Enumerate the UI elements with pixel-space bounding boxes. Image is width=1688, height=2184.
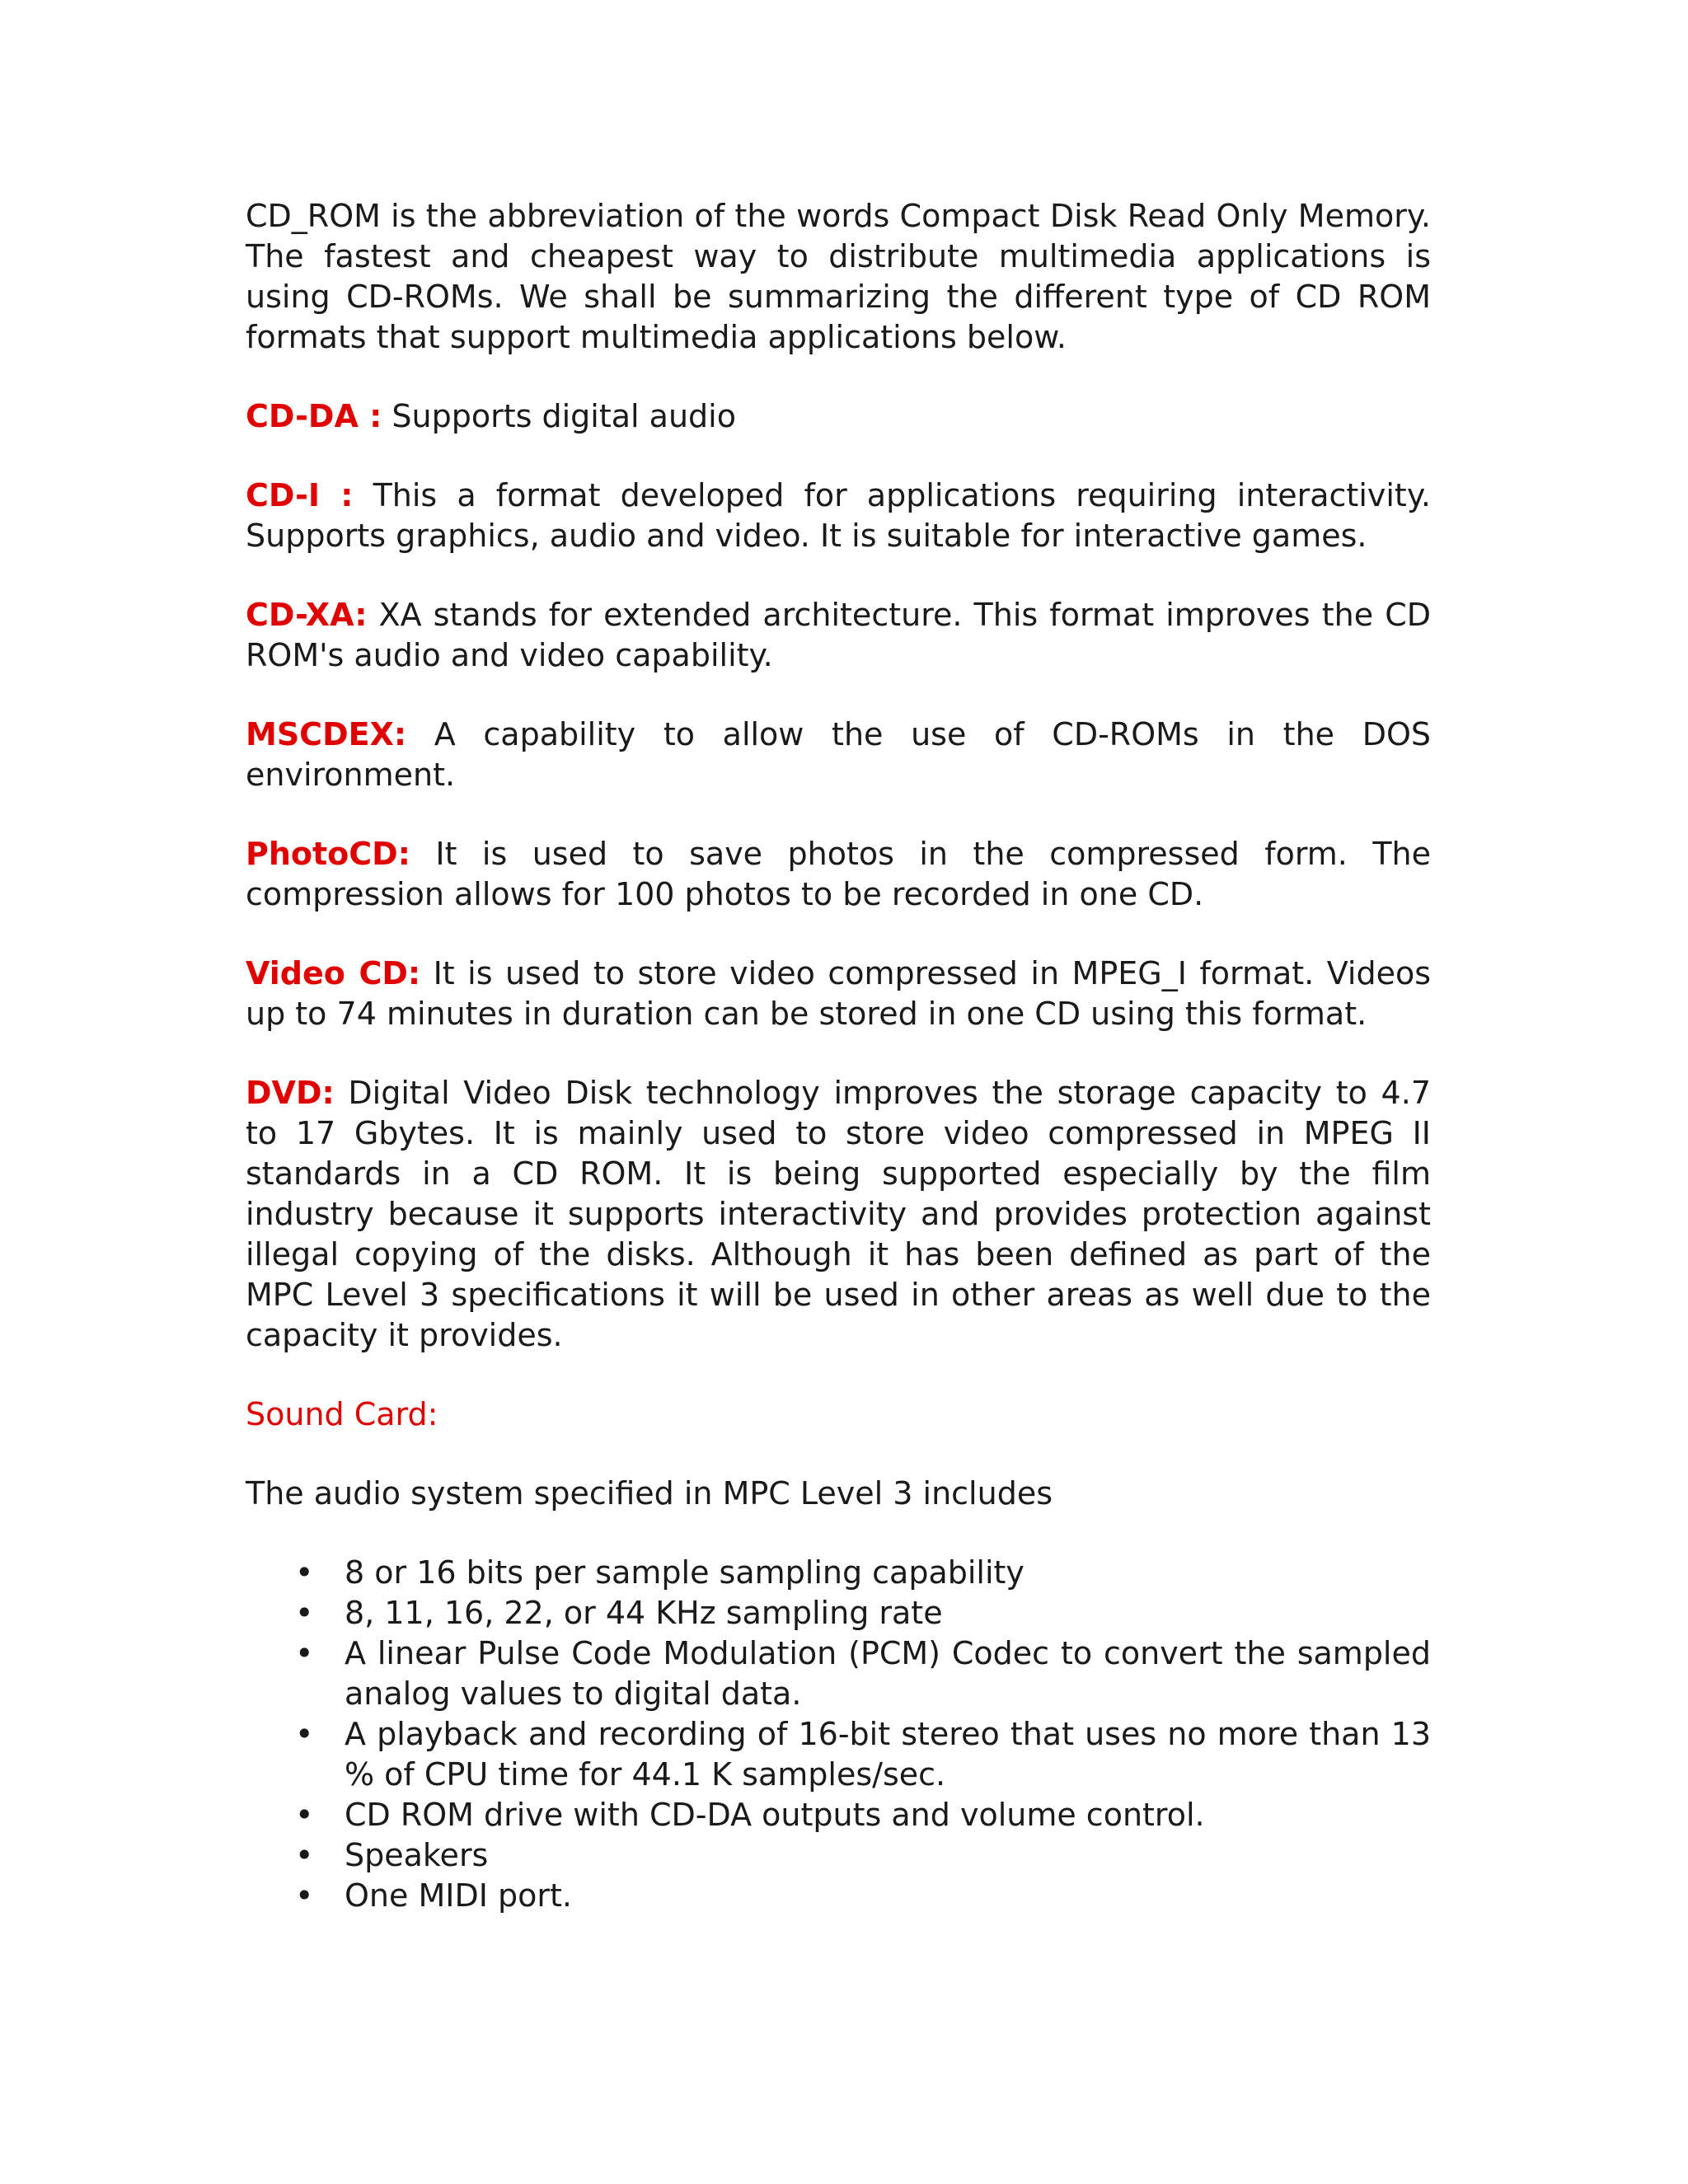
format-video-cd <box>246 954 1431 1034</box>
list-item-text: Speakers <box>345 1837 489 1873</box>
list-item <box>295 1795 1431 1835</box>
list-item <box>295 1593 1431 1633</box>
audio-requirements-list <box>246 1553 1431 1916</box>
format-photocd <box>246 834 1431 915</box>
list-item-text: CD ROM drive with CD-DA outputs and volume control. <box>345 1797 1205 1833</box>
sound-card-intro: The audio system specified in MPC Level 3 includes <box>246 1475 1053 1511</box>
format-mscdex <box>246 715 1431 795</box>
bullet-icon: • <box>295 1595 314 1631</box>
list-item <box>295 1876 1431 1916</box>
list-item <box>295 1553 1431 1593</box>
term-label: DVD: <box>246 1075 335 1111</box>
bullet-icon: • <box>295 1837 314 1873</box>
term-description: It is used to store video compressed in MPEG_I format. Videos up to 74 minutes in duration can be stored in one CD using this format. <box>246 955 1431 1032</box>
bullet-icon: • <box>295 1716 314 1752</box>
list-item <box>295 1633 1431 1714</box>
list-item-text: 8, 11, 16, 22, or 44 KHz sampling rate <box>345 1595 943 1631</box>
sound-card-heading: Sound Card: <box>246 1396 438 1432</box>
term-label: CD-DA : <box>246 398 382 434</box>
list-item-text: One MIDI port. <box>345 1877 572 1914</box>
term-label: MSCDEX: <box>246 716 407 752</box>
bullet-icon: • <box>295 1877 314 1914</box>
term-description: This a format developed for applications requiring interactivity. Supports graphics, audio and video. It is suitable for interactive games. <box>246 477 1431 554</box>
list-item-text: 8 or 16 bits per sample sampling capability <box>345 1554 1025 1591</box>
bullet-icon: • <box>295 1635 314 1671</box>
term-label: CD-XA: <box>246 597 368 633</box>
document-page <box>246 196 1431 1916</box>
format-cd-xa <box>246 595 1431 676</box>
list-item-text: A linear Pulse Code Modulation (PCM) Codec to convert the sampled analog values to digital data. <box>345 1635 1431 1712</box>
list-item-text: A playback and recording of 16-bit stereo that uses no more than 13 % of CPU time for 44.1 K samples/sec. <box>345 1716 1431 1793</box>
term-description: Digital Video Disk technology improves the storage capacity to 4.7 to 17 Gbytes. It is mainly used to store video compressed in MPEG II standards in a CD ROM. It is being supported especially by the film industry because it supports interactivity and provides protection against illegal copying of the disks. Although it has been defined as part of the MPC Level 3 specifications it will be used in other areas as well due to the capacity it provides. <box>246 1075 1431 1353</box>
term-label: CD-I : <box>246 477 354 513</box>
term-description: A capability to allow the use of CD-ROMs in the DOS environment. <box>246 716 1431 793</box>
bullet-icon: • <box>295 1554 314 1591</box>
bullet-icon: • <box>295 1797 314 1833</box>
list-item <box>295 1835 1431 1876</box>
format-dvd <box>246 1073 1431 1356</box>
term-label: Video CD: <box>246 955 421 991</box>
term-description: XA stands for extended architecture. This format improves the CD ROM's audio and video capability. <box>246 597 1431 673</box>
term-description: Supports digital audio <box>382 398 736 434</box>
format-cd-da <box>246 396 1431 437</box>
term-description: It is used to save photos in the compressed form. The compression allows for 100 photos to be recorded in one CD. <box>246 836 1431 912</box>
intro-paragraph: CD_ROM is the abbreviation of the words Compact Disk Read Only Memory. The fastest and cheapest way to distribute multimedia applications is using CD-ROMs. We shall be summarizing the different type of CD ROM formats that support multimedia applications below. <box>246 198 1431 355</box>
term-label: PhotoCD: <box>246 836 410 872</box>
list-item <box>295 1714 1431 1795</box>
format-cd-i <box>246 476 1431 556</box>
